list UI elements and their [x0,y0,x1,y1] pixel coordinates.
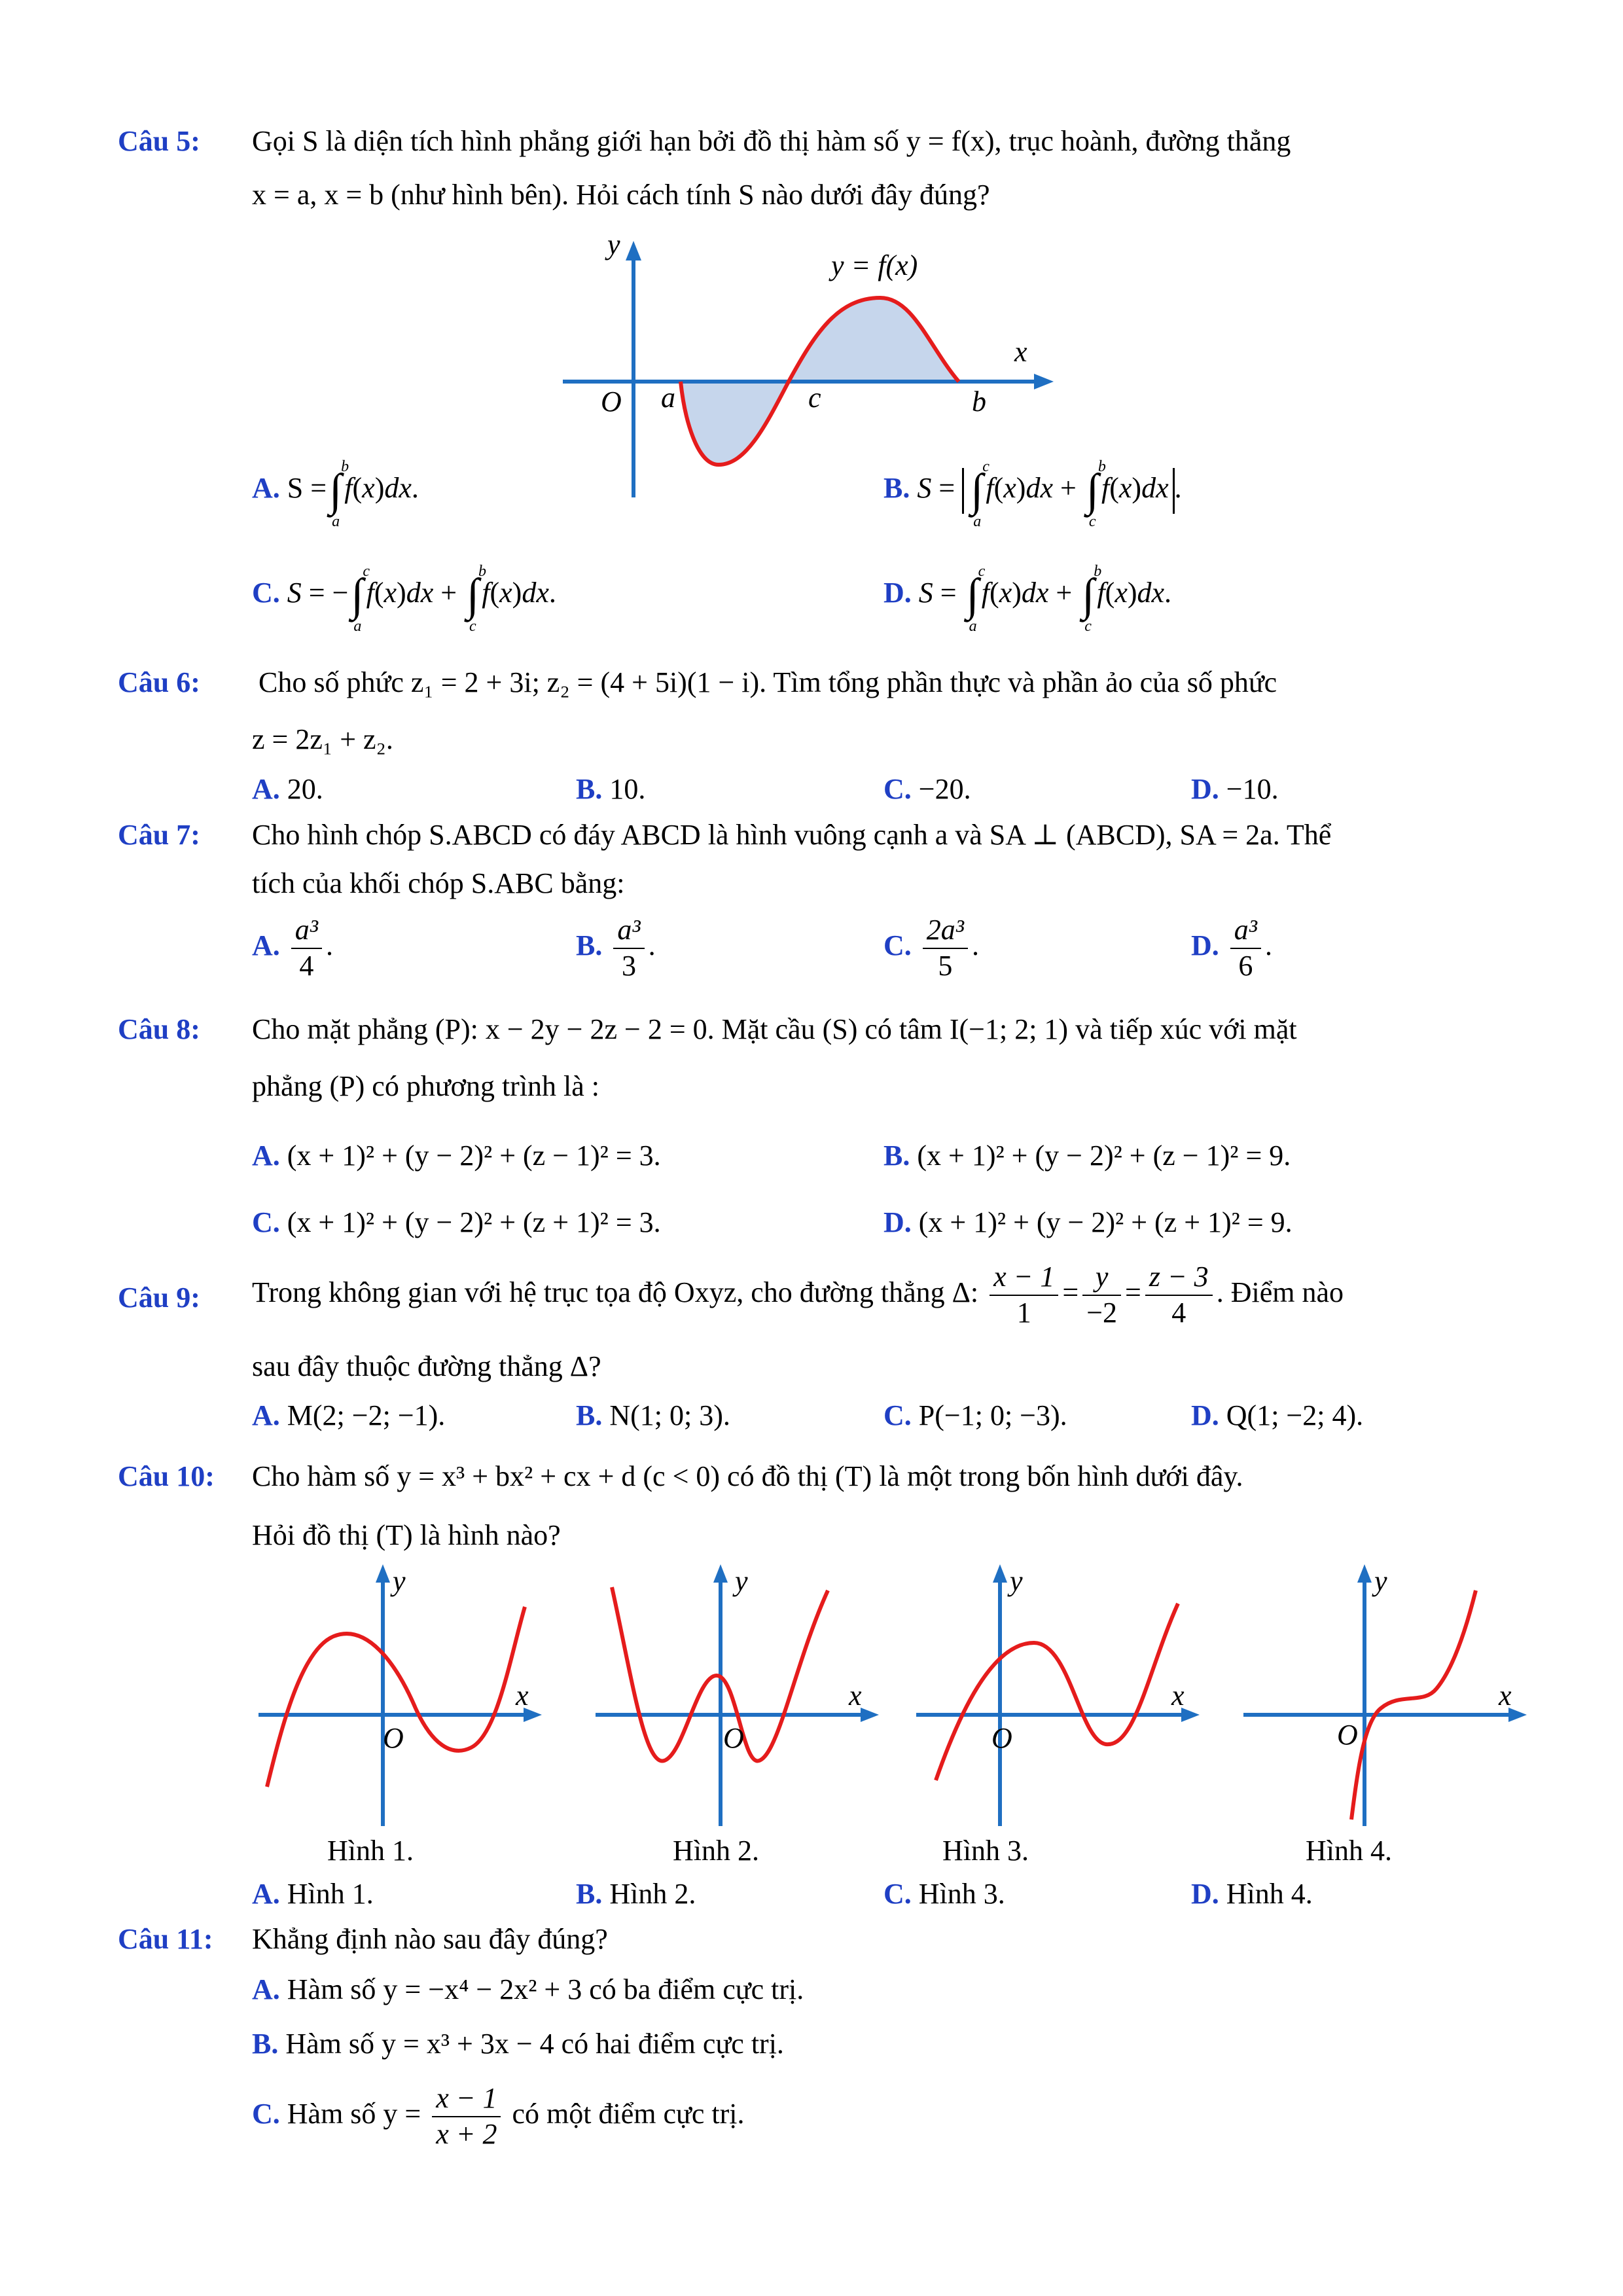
q5-option-d-letter: D. [883,577,912,609]
q5-option-d[interactable] [883,563,1172,635]
q8-option-d-value: (x + 1)² + (y − 2)² + (z + 1)² = 9. [918,1206,1293,1238]
q9-label: Câu 9: [118,1282,200,1314]
q7-option-a-denominator: 4 [299,949,314,982]
q10-caption-4: Hình 4. [1306,1835,1392,1867]
q10-option-b-value: Hình 2. [609,1878,696,1910]
q9-option-d[interactable] [1191,1397,1363,1433]
q7-option-d[interactable]: D. $\frac{\text{a³}}{6}$ . [1191,913,1272,984]
q9-fraction-z-den: 4 [1171,1296,1186,1329]
q6-option-c-value: −20. [918,773,971,805]
q6-option-c[interactable] [883,771,971,807]
q5-option-a[interactable] [252,458,419,530]
q5-label-fn: y = f(x) [831,249,918,281]
q10-option-c-value: Hình 3. [918,1878,1005,1910]
q10-option-d-letter: D. [1191,1878,1219,1910]
q9-option-b[interactable] [576,1397,730,1433]
q5-label-a: a [661,382,675,414]
q8-option-c[interactable] [252,1204,661,1240]
q7-option-c[interactable]: C. $\frac{\text{2a³}}{5}$ . [883,913,979,984]
q8-option-d-letter: D. [883,1206,912,1238]
q5-y-arrow [626,241,641,260]
q10-g3-curve [936,1604,1178,1780]
q10-label: Câu 10: [118,1460,215,1492]
q8-option-b[interactable] [883,1138,1291,1174]
q10-g4-origin: O [1337,1719,1358,1751]
q6-label: Câu 6: [118,666,200,698]
q5-label: Câu 5: [118,125,200,157]
q10-caption-2: Hình 2. [673,1835,759,1867]
q10-graph-4 [1240,1558,1528,1833]
q8-option-c-value: (x + 1)² + (y − 2)² + (z + 1)² = 3. [287,1206,661,1238]
q5-option-b[interactable] [883,458,1182,530]
q6-option-d-value: −10. [1226,773,1279,805]
q5-label-b: b [972,386,986,418]
q10-g1-y-label: y [393,1565,406,1597]
q8-label: Câu 8: [118,1013,200,1045]
q10-option-a-letter: A. [252,1878,280,1910]
q6-option-a-value: 20. [287,773,323,805]
q5-option-c[interactable] [252,563,556,635]
q11-option-c[interactable] [252,2081,744,2152]
q5-option-d-formula: S = ∫ c a f(x)dx + ∫ b c f(x)dx. [918,563,1172,635]
q11-option-b[interactable] [252,2026,784,2062]
q9-option-a-letter: A. [252,1399,280,1431]
q7-option-d-letter: D. [1191,929,1219,961]
q7-option-d-denominator: 6 [1238,949,1253,982]
q7-label: Câu 7: [118,819,200,851]
q11-option-a-value: Hàm số y = −x⁴ − 2x² + 3 có ba điểm cực trị. [287,1973,804,2005]
q5-option-c-formula: S = −∫ c a f(x)dx + ∫ b c f(x)dx. [287,563,556,635]
q7-line2: tích của khối chóp S.ABC bằng: [252,867,625,899]
q9-fraction-x-den: 1 [1016,1296,1031,1329]
q7-option-b-numerator: a³ [613,913,644,949]
q10-graph-1 [255,1558,543,1833]
q9-line1-text: Trong không gian với hệ trục tọa độ Oxyz, cho đường thẳng Δ: [252,1276,979,1308]
q11-option-c-denominator: x + 2 [436,2117,497,2150]
q6-option-b-value: 10. [609,773,646,805]
q5-label-y: y [607,236,620,260]
q7-option-a-letter: A. [252,929,280,961]
q5-option-b-formula: S = ∫ c a f(x)dx + ∫ b c f(x)dx . [917,458,1182,530]
q10-g1-origin: O [383,1722,404,1754]
q9-fraction-x-num: x − 1 [990,1260,1058,1296]
q10-option-a[interactable] [252,1876,374,1912]
q8-option-a-value: (x + 1)² + (y − 2)² + (z − 1)² = 3. [287,1139,661,1172]
q7-option-a-fraction [291,913,322,984]
q10-g4-x-label: x [1499,1679,1512,1712]
q5-label-c: c [808,382,821,414]
q7-option-a[interactable]: A. $\frac{\text{a³}}{4}$ . [252,913,333,984]
q9-option-c-value: P(−1; 0; −3). [918,1399,1067,1431]
q6-option-a[interactable] [252,771,323,807]
q10-caption-3: Hình 3. [942,1835,1029,1867]
q5-option-a-formula: S =∫ b a f(x)dx. [287,458,419,530]
q10-option-a-value: Hình 1. [287,1878,374,1910]
q11-line1: Khẳng định nào sau đây đúng? [252,1923,608,1955]
q8-option-b-value: (x + 1)² + (y − 2)² + (z − 1)² = 9. [917,1139,1291,1172]
q9-fraction-z [1145,1260,1213,1331]
q10-option-b-letter: B. [576,1878,603,1910]
q8-option-c-letter: C. [252,1206,280,1238]
q7-option-c-denominator: 5 [938,949,953,982]
q10-g3-y-arrow [993,1564,1007,1583]
q10-g2-y-label: y [735,1565,748,1597]
q9-option-c[interactable] [883,1397,1067,1433]
q10-g3-x-label: x [1171,1679,1185,1712]
q11-option-c-post: có một điểm cực trị. [512,2097,745,2130]
q9-option-c-letter: C. [883,1399,912,1431]
q10-g4-y-label: y [1374,1565,1387,1597]
q7-option-b-letter: B. [576,929,603,961]
q10-graph-3 [913,1558,1201,1833]
q6-option-a-letter: A. [252,773,280,805]
q8-line2: phẳng (P) có phương trình là : [252,1070,600,1102]
q9-option-d-value: Q(1; −2; 4). [1226,1399,1364,1431]
q10-g2-x-arrow [861,1708,879,1722]
q10-g4-y-arrow [1357,1564,1372,1583]
q7-option-d-numerator: a³ [1230,913,1261,949]
q6-option-b[interactable] [576,771,645,807]
q10-caption-1: Hình 1. [327,1835,414,1867]
q6-option-b-letter: B. [576,773,603,805]
q10-line2: Hỏi đồ thị (T) là hình nào? [252,1519,561,1551]
q10-g2-y-arrow [713,1564,728,1583]
q6-option-d[interactable] [1191,771,1279,807]
q9-fraction-y-num: y [1082,1260,1121,1296]
q5-line1: Gọi S là diện tích hình phẳng giới hạn bởi đồ thị hàm số y = f(x), trục hoành, đường thẳng [252,125,1291,157]
q5-line2: x = a, x = b (như hình bên). Hỏi cách tính S nào dưới đây đúng? [252,179,990,211]
q6-line1: Cho số phức z₁ = 2 + 3i; z₂ = (4 + 5i)(1 − i). Tìm tổng phần thực và phần ảo của số phức [259,666,1277,698]
q10-line1: Cho hàm số y = x³ + bx² + cx + d (c < 0) có đồ thị (T) là một trong bốn hình dưới đây. [252,1460,1243,1492]
q9-option-b-value: N(1; 0; 3). [609,1399,730,1431]
q10-g2-x-label: x [849,1679,862,1712]
q7-line1: Cho hình chóp S.ABCD có đáy ABCD là hình vuông cạnh a và SA ⊥ (ABCD), SA = 2a. Thể [252,819,1332,851]
q9-line1: Trong không gian với hệ trục tọa độ Oxyz, cho đường thẳng Δ: $\frac{x - 1}{1}$ = $\frac{y}{-2}$ = $\frac{z - 3}{4}$ . Điểm nào [252,1260,1344,1331]
q5-figure [556,236,1067,504]
q11-option-c-fraction [432,2081,501,2152]
q8-option-d[interactable] [883,1204,1293,1240]
q7-option-b-denominator: 3 [621,949,636,982]
q7-option-b[interactable]: B. $\frac{\text{a³}}{3}$ . [576,913,656,984]
q10-option-b[interactable] [576,1876,696,1912]
q11-option-b-letter: B. [252,2028,279,2060]
q9-fraction-y-den: −2 [1086,1296,1118,1329]
q8-option-a-letter: A. [252,1139,280,1172]
q10-g1-y-arrow [376,1564,390,1583]
q5-x-arrow [1034,374,1054,389]
q9-option-b-letter: B. [576,1399,603,1431]
q6-option-c-letter: C. [883,773,912,805]
q7-option-a-numerator: a³ [291,913,322,949]
q11-option-a-letter: A. [252,1973,280,2005]
q8-option-b-letter: B. [883,1139,910,1172]
q9-fraction-y [1082,1260,1121,1331]
q10-option-c-letter: C. [883,1878,912,1910]
q11-option-c-pre: Hàm số y = [287,2097,421,2130]
q10-option-d[interactable] [1191,1876,1313,1912]
q11-option-a[interactable] [252,1971,804,2007]
q5-option-c-letter: C. [252,577,280,609]
q10-graph-2 [592,1558,880,1833]
q11-option-c-letter: C. [252,2097,280,2130]
q9-fraction-z-num: z − 3 [1145,1260,1213,1296]
q6-option-d-letter: D. [1191,773,1219,805]
q5-option-a-letter: A. [252,472,280,505]
q8-line1: Cho mặt phẳng (P): x − 2y − 2z − 2 = 0. Mặt cầu (S) có tâm I(−1; 2; 1) và tiếp xúc với mặt [252,1013,1297,1045]
q7-option-c-letter: C. [883,929,912,961]
q7-option-d-fraction [1230,913,1261,984]
q9-option-a-value: M(2; −2; −1). [287,1399,446,1431]
q7-option-c-numerator: 2a³ [923,913,968,949]
q6-line2: z = 2z₁ + z₂. [252,723,393,755]
q5-label-x: x [1014,336,1027,368]
q10-option-c[interactable] [883,1876,1005,1912]
q5-shaded-below [681,382,789,465]
q7-option-b-fraction [613,913,644,984]
q9-line1-end: . Điểm nào [1216,1276,1344,1308]
q5-label-origin: O [601,386,622,418]
q10-g1-curve [267,1607,525,1787]
q9-line2: sau đây thuộc đường thẳng Δ? [252,1350,601,1382]
q11-option-c-numerator: x − 1 [432,2081,501,2117]
q8-option-a[interactable] [252,1138,661,1174]
q7-option-c-fraction [923,913,968,984]
q9-option-d-letter: D. [1191,1399,1219,1431]
q9-fraction-x [990,1260,1058,1331]
q10-g3-origin: O [991,1722,1012,1754]
q5-option-b-letter: B. [883,472,910,505]
q11-option-b-value: Hàm số y = x³ + 3x − 4 có hai điểm cực trị. [285,2028,784,2060]
q9-option-a[interactable] [252,1397,445,1433]
q11-label: Câu 11: [118,1923,213,1955]
q10-g4-curve [1351,1590,1476,1820]
q10-g3-y-label: y [1010,1565,1023,1597]
q10-option-d-value: Hình 4. [1226,1878,1313,1910]
q10-g2-origin: O [723,1722,744,1754]
q10-g1-x-label: x [516,1679,529,1712]
